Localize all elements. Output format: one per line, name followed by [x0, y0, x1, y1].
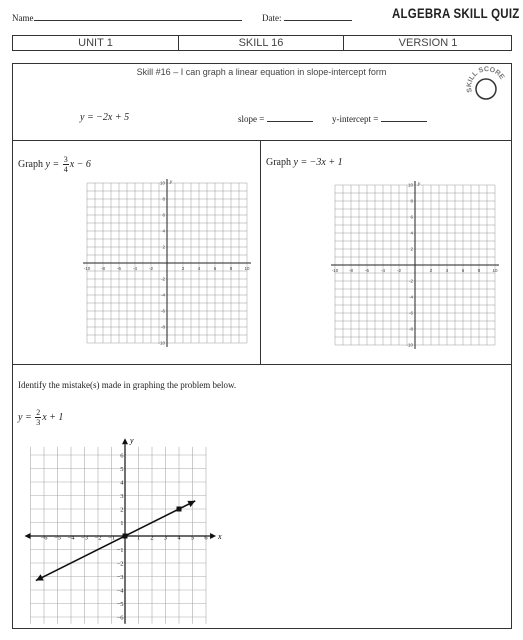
x-tick-label: 2 [429, 268, 433, 273]
y-tick-label: −6 [116, 614, 124, 622]
x-tick-label: 2 [150, 534, 154, 542]
x-tick-label: 8 [229, 266, 233, 271]
x-tick-label: 10 [244, 266, 250, 271]
y-tick-label: -2 [160, 276, 165, 282]
x-tick-label: −4 [67, 534, 75, 542]
y-tick-label: 1 [120, 520, 124, 527]
x-tick-label: 1 [136, 534, 141, 542]
y-axis-label: y [170, 180, 173, 185]
y-tick-label: −2 [116, 560, 124, 568]
y-tick-label: 8 [410, 198, 413, 204]
y-tick-label: 6 [410, 214, 413, 220]
y-tick-label: 10 [407, 182, 413, 188]
x-tick-label: -6 [116, 266, 122, 271]
quiz-title: ALGEBRA SKILL QUIZ [392, 5, 520, 21]
info-row [12, 35, 512, 51]
x-tick-label: 6 [204, 534, 208, 542]
plotted-point [123, 534, 128, 539]
version-cell: VERSION 1 [398, 37, 458, 49]
slope-field: slope = [238, 112, 313, 124]
y-tick-label: -10 [158, 340, 165, 346]
intercept-field: y-intercept = [332, 112, 427, 124]
x-tick-label: -10 [83, 266, 91, 271]
y-tick-label: 5 [120, 466, 124, 473]
x-tick-label: −2 [94, 534, 102, 542]
graph-right-prompt: Graph y = −3x + 1 [266, 157, 343, 168]
y-tick-label: 4 [410, 230, 413, 236]
blank-graph-right[interactable] [330, 180, 500, 350]
x-axis-arrow [25, 533, 31, 539]
mistake-instruction: Identify the mistake(s) made in graphing the problem below. [18, 380, 237, 390]
x-tick-label: 6 [461, 268, 465, 273]
y-tick-label: 2 [410, 246, 413, 252]
y-tick-label: 2 [120, 506, 124, 514]
plotted-point [177, 507, 182, 512]
skill-cell: SKILL 16 [238, 37, 284, 49]
divider [12, 140, 512, 141]
date-label: Date: [262, 11, 352, 23]
x-tick-label: −6 [40, 534, 48, 542]
skill-statement: Skill #16 – I can graph a linear equation in slope-intercept form [136, 67, 387, 77]
y-tick-label: −3 [116, 574, 124, 581]
y-tick-label: −1 [116, 547, 124, 554]
x-axis-arrow [210, 533, 216, 539]
x-tick-label: 2 [181, 266, 185, 271]
y-tick-label: 4 [120, 479, 124, 487]
y-axis-arrow [122, 438, 128, 444]
mistake-equation: y = $\frac{2}{3}$ x + 1 [18, 408, 64, 427]
y-tick-label: 6 [120, 452, 124, 460]
skill-score-badge [462, 64, 510, 104]
y-axis-label: y [130, 436, 134, 446]
y-tick-label: -4 [160, 292, 165, 298]
y-tick-label: -4 [408, 294, 413, 300]
x-tick-label: -4 [132, 266, 138, 271]
given-equation: y = −2x + 5 [80, 112, 130, 123]
date-blank[interactable] [284, 11, 352, 21]
y-tick-label: -6 [160, 308, 165, 314]
x-tick-label: -8 [100, 266, 106, 271]
x-tick-label: -10 [331, 268, 339, 273]
fraction: $\frac{3}{4}$ [63, 155, 68, 174]
x-tick-label: 4 [445, 268, 449, 273]
x-tick-label: -8 [348, 268, 354, 273]
slope-blank[interactable] [267, 112, 313, 122]
y-tick-label: 10 [159, 180, 165, 186]
name-blank[interactable] [34, 11, 242, 21]
x-tick-label: 4 [177, 534, 181, 542]
y-tick-label: −5 [116, 601, 124, 608]
x-tick-label: 4 [197, 266, 201, 271]
y-tick-label: 4 [162, 228, 165, 234]
y-tick-label: -6 [408, 310, 413, 316]
unit-cell: UNIT 1 [78, 37, 113, 49]
x-tick-label: -6 [364, 268, 370, 273]
divider [260, 140, 261, 364]
y-tick-label: -10 [406, 342, 413, 348]
fraction: $\frac{2}{3}$ [36, 408, 41, 427]
y-tick-label: −4 [116, 587, 124, 595]
mistake-graph[interactable] [18, 436, 222, 622]
y-tick-label: 6 [162, 212, 165, 218]
x-tick-label: −5 [54, 534, 61, 542]
blank-graph-left[interactable] [82, 178, 252, 348]
y-tick-label: -2 [408, 278, 413, 284]
y-tick-label: -8 [408, 326, 413, 332]
x-tick-label: −3 [81, 534, 88, 542]
y-tick-label: 2 [162, 244, 165, 250]
x-tick-label: -2 [396, 268, 402, 273]
x-axis-label: x [218, 532, 222, 541]
y-tick-label: 8 [162, 196, 165, 202]
name-label: Name [12, 11, 242, 23]
y-tick-label: -8 [160, 324, 165, 330]
x-tick-label: 3 [163, 534, 168, 542]
y-axis-label: y [418, 182, 421, 187]
x-tick-label: 10 [492, 268, 498, 273]
x-tick-label: 5 [190, 534, 195, 542]
x-tick-label: 6 [213, 266, 217, 271]
divider [12, 364, 512, 365]
y-tick-label: 3 [120, 493, 124, 500]
x-tick-label: -2 [148, 266, 154, 271]
x-tick-label: -4 [380, 268, 386, 273]
badge-text: SKILL SCORE [466, 66, 506, 93]
x-tick-label: 8 [477, 268, 481, 273]
graph-left-prompt: Graph y = $\frac{3}{4}$ x − 6 [18, 155, 91, 174]
intercept-blank[interactable] [381, 112, 427, 122]
x-tick-label: −1 [108, 534, 115, 542]
